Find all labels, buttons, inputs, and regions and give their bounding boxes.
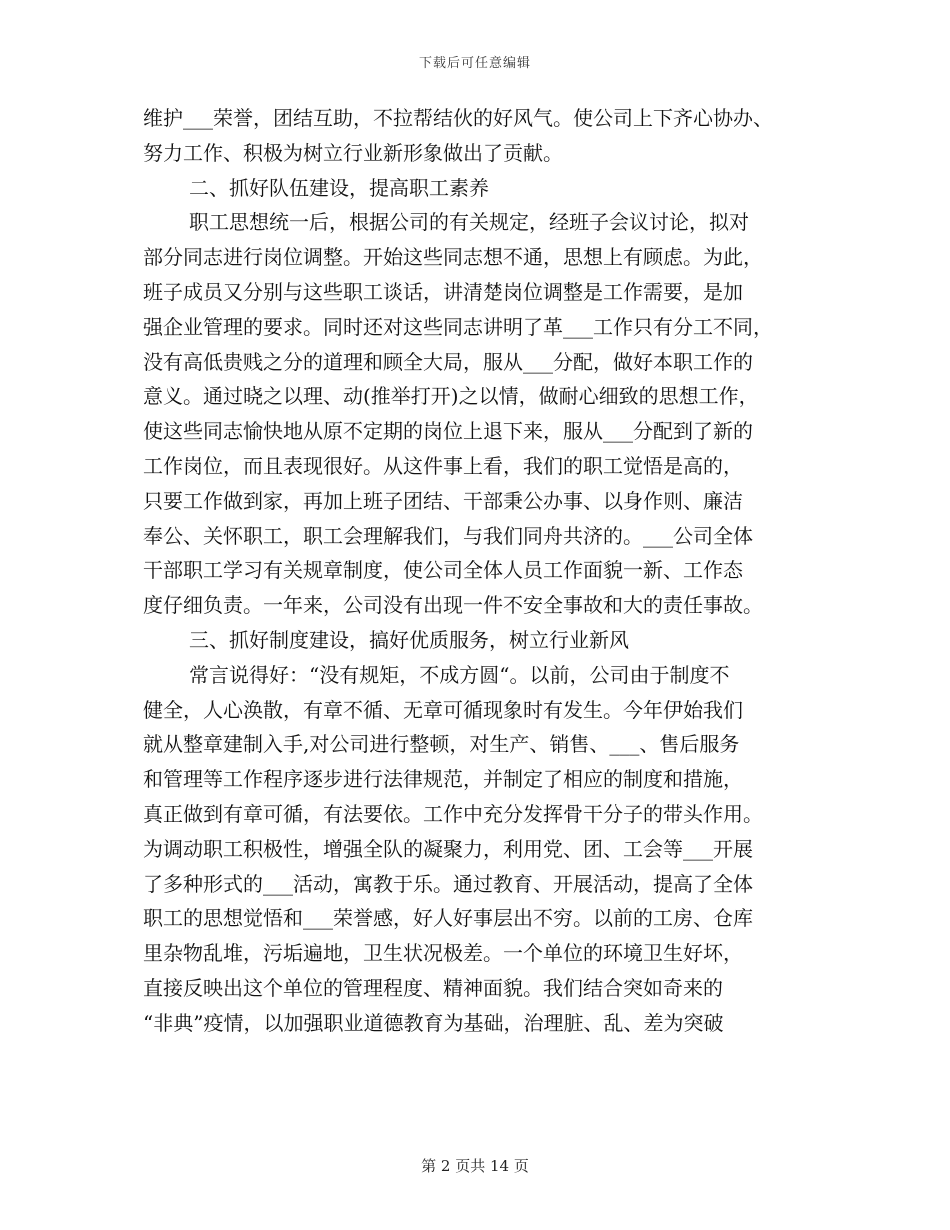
text-line: 就从整章建制入手,对公司进行整顿，对生产、销售、___、售后服务 [143,732,740,757]
text-line: 健全，人心涣散，有章不循、无章可循现象时有发生。今年伊始我们 [143,697,743,722]
text-line: 没有高低贵贱之分的道理和顾全大局，服从___分配，做好本职工作的 [143,349,753,374]
page-header: 下载后可任意编辑 [418,56,531,71]
text-line: 真正做到有章可循，有法要依。工作中充分发挥骨干分子的带头作用。 [143,801,763,826]
text-line: 职工思想统一后，根据公司的有关规定，经班子会议讨论，拟对 [189,210,749,235]
text-line: 部分同志进行岗位调整。开始这些同志想不通，思想上有顾虑。为此， [143,245,763,270]
text-line: 干部职工学习有关规章制度，使公司全体人员工作面貌一新、工作态 [143,558,743,583]
text-line: “非典”疫情，以加强职业道德教育为基础，治理脏、乱、差为突破 [143,1010,724,1035]
text-line: 工作岗位，而且表现很好。从这件事上看，我们的职工觉悟是高的， [143,453,743,478]
text-line: 了多种形式的___活动，寓教于乐。通过教育、开展活动，提高了全体 [143,871,753,896]
text-line: 职工的思想觉悟和___荣誉感，好人好事层出不穷。以前的工房、仓库 [143,906,753,931]
document-body [143,101,823,1041]
text-line: 只要工作做到家，再加上班子团结、干部秉公办事、以身作则、廉洁 [143,488,743,513]
text-line: 里杂物乱堆，污垢遍地，卫生状况极差。一个单位的环境卫生好坏， [143,941,743,966]
text-line: 直接反映出这个单位的管理程度、精神面貌。我们结合突如奇来的 [143,975,723,1000]
text-line: 意义。通过晓之以理、动(推举打开)之以情，做耐心细致的思想工作， [143,384,759,409]
text-line: 三、抓好制度建设，搞好优质服务，树立行业新风 [189,627,629,652]
text-line: 为调动职工积极性，增强全队的凝聚力，利用党、团、工会等___开展 [143,836,753,861]
text-line: 二、抓好队伍建设，提高职工素养 [189,175,489,200]
text-line: 常言说得好：“没有规矩，不成方圆“。以前，公司由于制度不 [189,662,730,687]
text-line: 努力工作、积极为树立行业新形象做出了贡献。 [143,140,563,165]
text-line: 强企业管理的要求。同时还对这些同志讲明了革___工作只有分工不同， [143,314,773,339]
text-line: 维护___荣誉，团结互助，不拉帮结伙的好风气。使公司上下齐心协办、 [143,106,773,130]
text-line: 和管理等工作程序逐步进行法律规范，并制定了相应的制度和措施， [143,767,743,792]
text-line: 奉公、关怀职工，职工会理解我们，与我们同舟共济的。___公司全体 [143,523,753,548]
text-line: 班子成员又分别与这些职工谈话，讲清楚岗位调整是工作需要，是加 [143,279,743,304]
page-footer: 第 2 页共 14 页 [421,1157,529,1175]
text-line: 使这些同志愉快地从原不定期的岗位上退下来，服从___分配到了新的 [143,419,753,444]
text-line: 度仔细负责。一年来，公司没有出现一件不安全事故和大的责任事故。 [143,593,763,618]
